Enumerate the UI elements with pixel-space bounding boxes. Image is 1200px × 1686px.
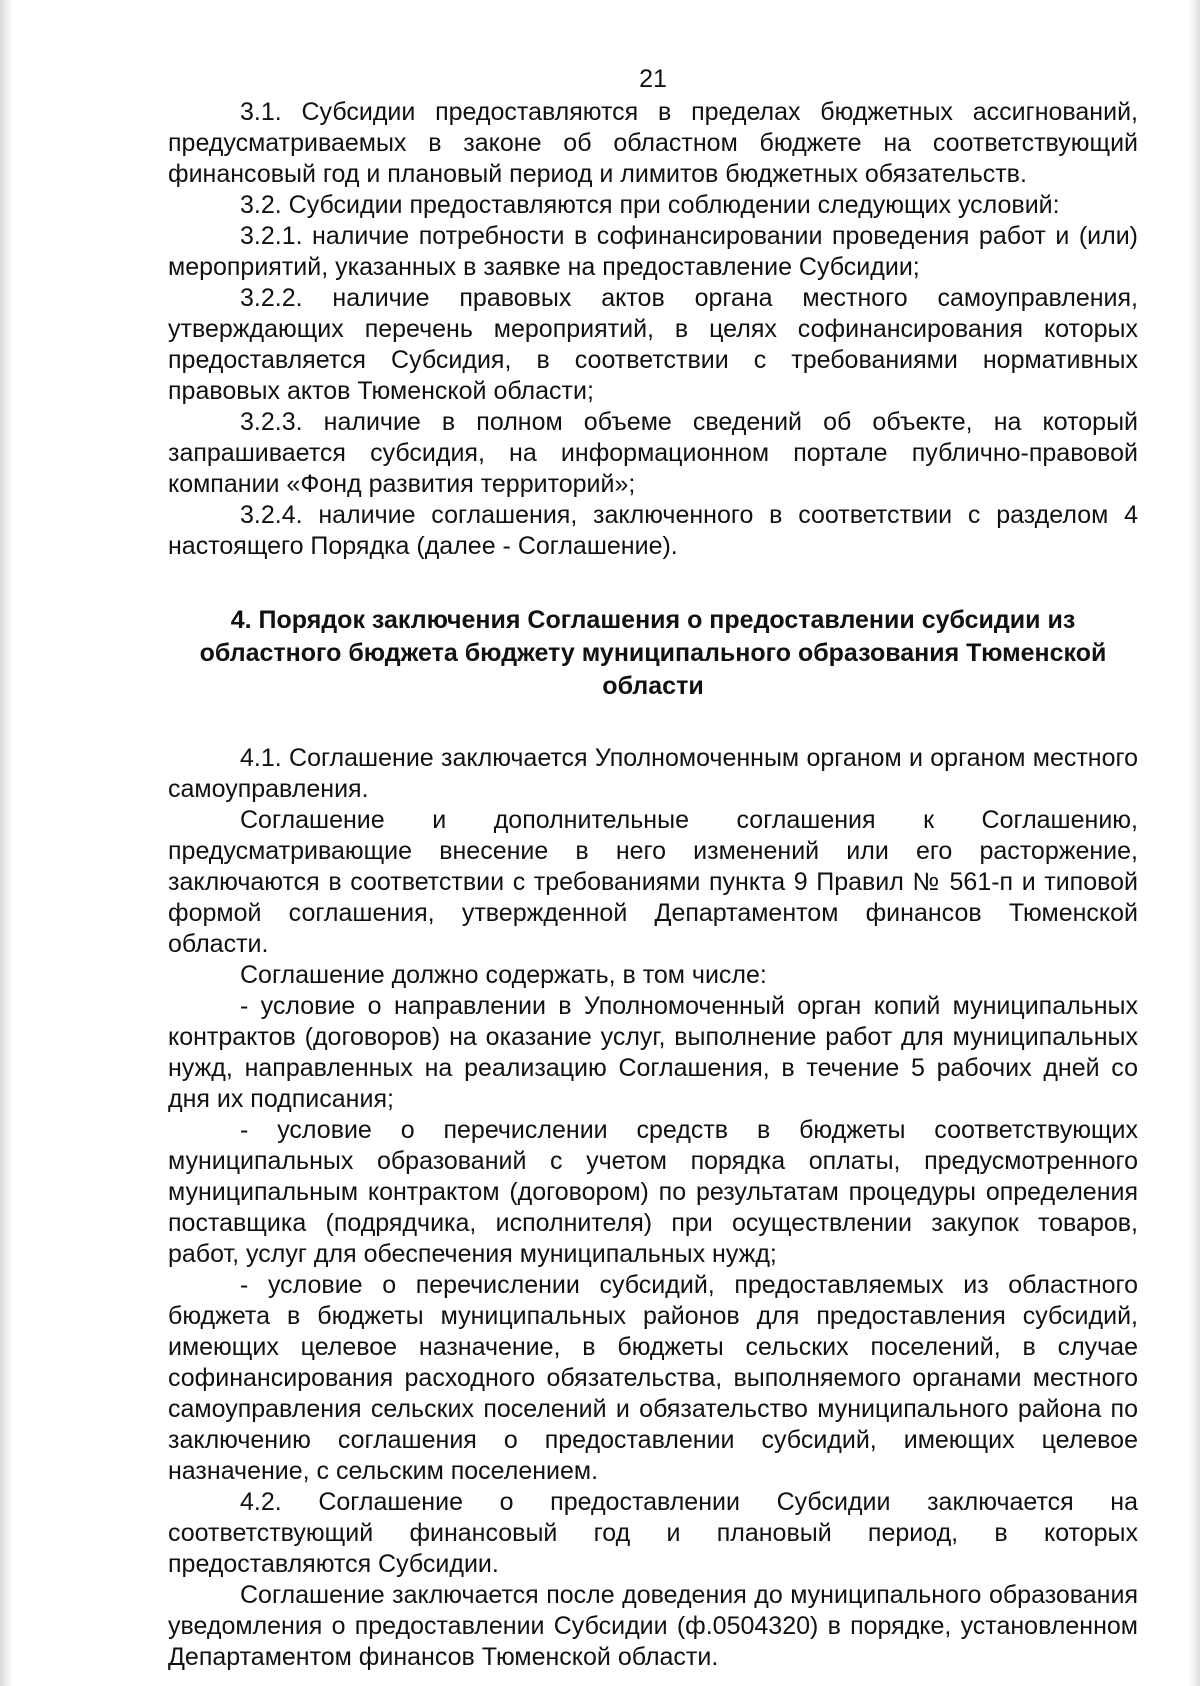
list-item-subsidies-transfer: - условие о перечислении субсидий, предоставляемых из областного бюджета в бюджеты муниципальных районов для предоставления субсидий, имеющих целевое назначение, в бюджеты сельских поселений, в случае софинансирования расходного обязательства, выполняемого органами местного самоуправления сельских поселений и обязательство муниципального района по заключению соглашения о предоставлении субсидий, имеющих целевое назначение, с сельским поселением. xyxy=(168,1271,1138,1485)
scan-edge-left xyxy=(0,0,14,1686)
list-item-funds-transfer: - условие о перечислении средств в бюджеты соответствующих муниципальных образований с учетом порядка оплаты, предусмотренного муниципальным контрактом (договором) по результатам процедуры определения поставщика (подрядчика, исполнителя) при осуществлении закупок товаров, работ, услуг для обеспечения муниципальных нужд; xyxy=(168,1116,1138,1268)
paragraph-agreement-conclusion: Соглашение заключается после доведения до муниципального образования уведомления о предоставлении Субсидии (ф.0504320) в порядке, установленном Департаментом финансов Тюменской области. xyxy=(168,1581,1138,1671)
section-heading: 4. Порядок заключения Соглашения о предоставлении субсидии из областного бюджета бюджету муниципального образования Тюменской области xyxy=(199,606,1107,700)
paragraph-agreement-contents: Соглашение должно содержать, в том числе: xyxy=(240,961,767,989)
page-number: 21 xyxy=(639,65,667,93)
document-page xyxy=(168,64,1138,1673)
paragraph-4-2: 4.2. Соглашение о предоставлении Субсидии заключается на соответствующий финансовый год и плановый период, в которых предоставляются Субсидии. xyxy=(168,1488,1138,1578)
paragraph-4-1: 4.1. Соглашение заключается Уполномоченным органом и органом местного самоуправления. xyxy=(168,744,1138,803)
paragraph-3-1: 3.1. Субсидии предоставляются в пределах бюджетных ассигнований, предусматриваемых в законе об областном бюджете на соответствующий финансовый год и плановый период и лимитов бюджетных обязательств. xyxy=(168,98,1138,188)
list-item-contracts-copies: - условие о направлении в Уполномоченный орган копий муниципальных контрактов (договоров) на оказание услуг, выполнение работ для муниципальных нужд, направленных на реализацию Соглашения, в течение 5 рабочих дней со дня их подписания; xyxy=(168,992,1138,1113)
paragraph-3-2-4: 3.2.4. наличие соглашения, заключенного в соответствии с разделом 4 настоящего Порядка (далее - Соглашение). xyxy=(168,501,1138,560)
paragraph-3-2: 3.2. Субсидии предоставляются при соблюдении следующих условий: xyxy=(240,191,1060,219)
paragraph-3-2-1: 3.2.1. наличие потребности в софинансировании проведения работ и (или) мероприятий, указанных в заявке на предоставление Субсидии; xyxy=(168,222,1138,281)
scan-edge-right xyxy=(1188,0,1200,1686)
paragraph-3-2-2: 3.2.2. наличие правовых актов органа местного самоуправления, утверждающих перечень мероприятий, в целях софинансирования которых предоставляется Субсидия, в соответствии с требованиями нормативных правовых актов Тюменской области; xyxy=(168,284,1138,405)
paragraph-3-2-3: 3.2.3. наличие в полном объеме сведений об объекте, на который запрашивается субсидия, на информационном портале публично-правовой компании «Фонд развития территорий»; xyxy=(168,408,1138,498)
paragraph-agreement-amendments: Соглашение и дополнительные соглашения к Соглашению, предусматривающие внесение в него изменений или его расторжение, заключаются в соответствии с требованиями пункта 9 Правил № 561-п и типовой формой соглашения, утвержденной Департаментом финансов Тюменской области. xyxy=(168,806,1138,958)
